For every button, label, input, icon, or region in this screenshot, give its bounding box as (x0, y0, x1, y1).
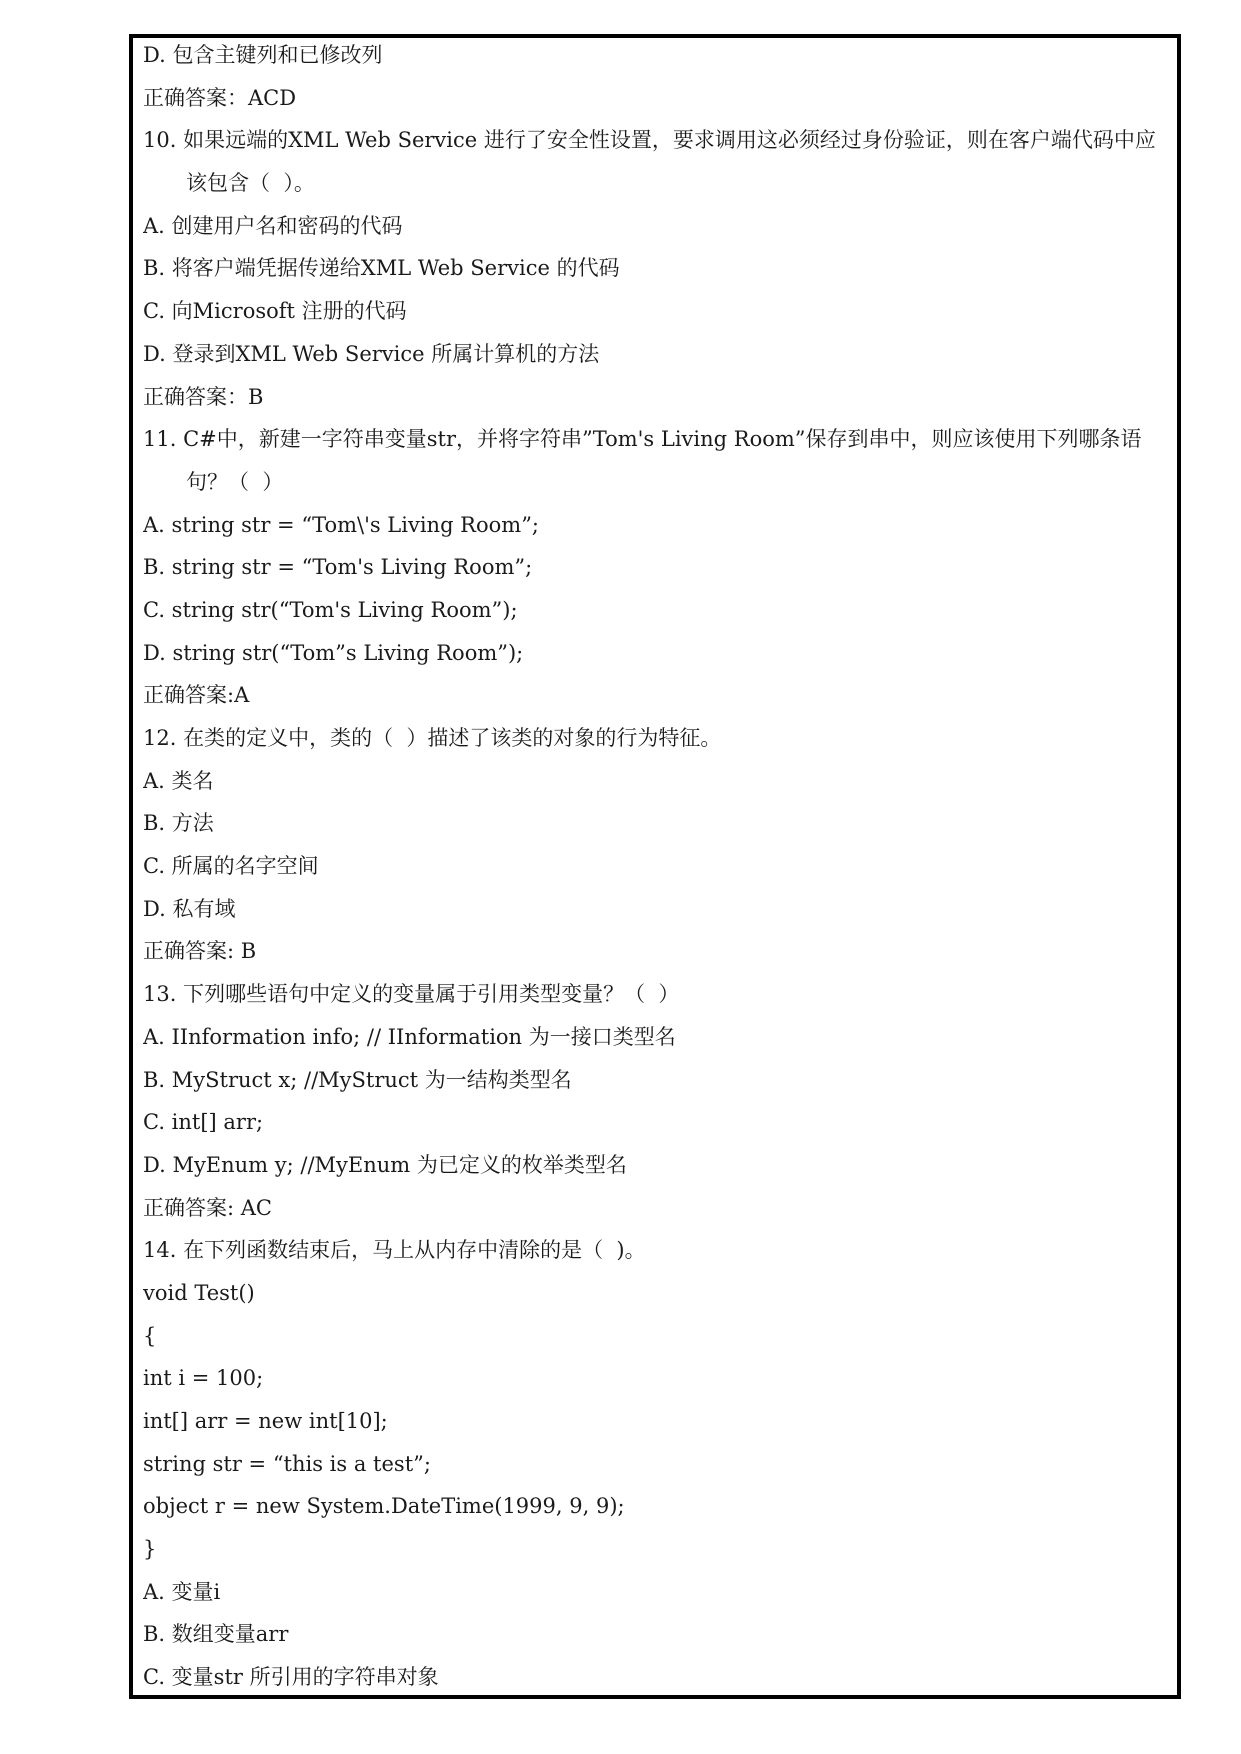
option-line: C. 向Microsoft 注册的代码 (143, 299, 407, 324)
question-continuation: 句？（ ） (186, 469, 284, 494)
question-line: 12. 在类的定义中，类的（ ）描述了该类的对象的行为特征。 (143, 726, 722, 750)
code-line: int i = 100; (143, 1366, 264, 1391)
code-line: } (143, 1537, 157, 1562)
option-line: B. MyStruct x; //MyStruct 为一结构类型名 (143, 1067, 572, 1092)
question-line: 13. 下列哪些语句中定义的变量属于引用类型变量？（ ） (143, 982, 680, 1007)
option-line: D. 私有域 (143, 896, 236, 921)
answer-line: 正确答案：B (143, 384, 264, 409)
option-line: D. string str(“Tom”s Living Room”); (143, 640, 524, 665)
answer-line: 正确答案: AC (143, 1195, 272, 1220)
answer-line: 正确答案：ACD (143, 85, 297, 110)
code-line: int[] arr = new int[10]; (143, 1409, 388, 1433)
question-line: 10. 如果远端的XML Web Service 进行了安全性设置，要求调用这必须经过身份验证，则在客户端代码中应 (143, 128, 1156, 153)
question-continuation: 该包含（ ）。 (186, 171, 315, 196)
code-line: void Test() (143, 1280, 255, 1305)
question-line: 11. C#中，新建一字符串变量str，并将字符串”Tom's Living Room”保存到串中，则应该使用下列哪条语 (143, 427, 1142, 452)
option-line: C. int[] arr; (143, 1110, 264, 1135)
option-line: C. 变量str 所引用的字符串对象 (143, 1665, 439, 1690)
option-line: A. 创建用户名和密码的代码 (143, 213, 403, 238)
option-line: C. 所属的名字空间 (143, 854, 319, 879)
option-line: B. string str = “Tom's Living Room”; (143, 555, 533, 580)
answer-line: 正确答案:A (143, 683, 250, 708)
option-line: B. 数组变量arr (143, 1622, 289, 1647)
option-line: D. MyEnum y; //MyEnum 为已定义的枚举类型名 (143, 1152, 627, 1177)
option-line: C. string str(“Tom's Living Room”); (143, 597, 518, 622)
option-line: A. 变量i (143, 1579, 221, 1604)
option-line: B. 将客户端凭据传递给XML Web Service 的代码 (143, 256, 620, 281)
option-line: D. 包含主键列和已修改列 (143, 43, 383, 67)
document-body (143, 34, 1173, 1699)
code-line: { (143, 1323, 157, 1348)
code-line: string str = “this is a test”; (143, 1451, 431, 1476)
code-line: object r = new System.DateTime(1999, 9, 9); (143, 1494, 625, 1519)
option-line: A. IInformation info; // IInformation 为一接口类型名 (143, 1024, 676, 1049)
option-line: A. string str = “Tom\'s Living Room”; (143, 512, 540, 537)
answer-line: 正确答案: B (143, 939, 257, 964)
option-line: A. 类名 (143, 768, 214, 793)
question-line: 14. 在下列函数结束后，马上从内存中清除的是（ )。 (143, 1238, 646, 1263)
option-line: B. 方法 (143, 811, 214, 836)
option-line: D. 登录到XML Web Service 所属计算机的方法 (143, 341, 600, 366)
